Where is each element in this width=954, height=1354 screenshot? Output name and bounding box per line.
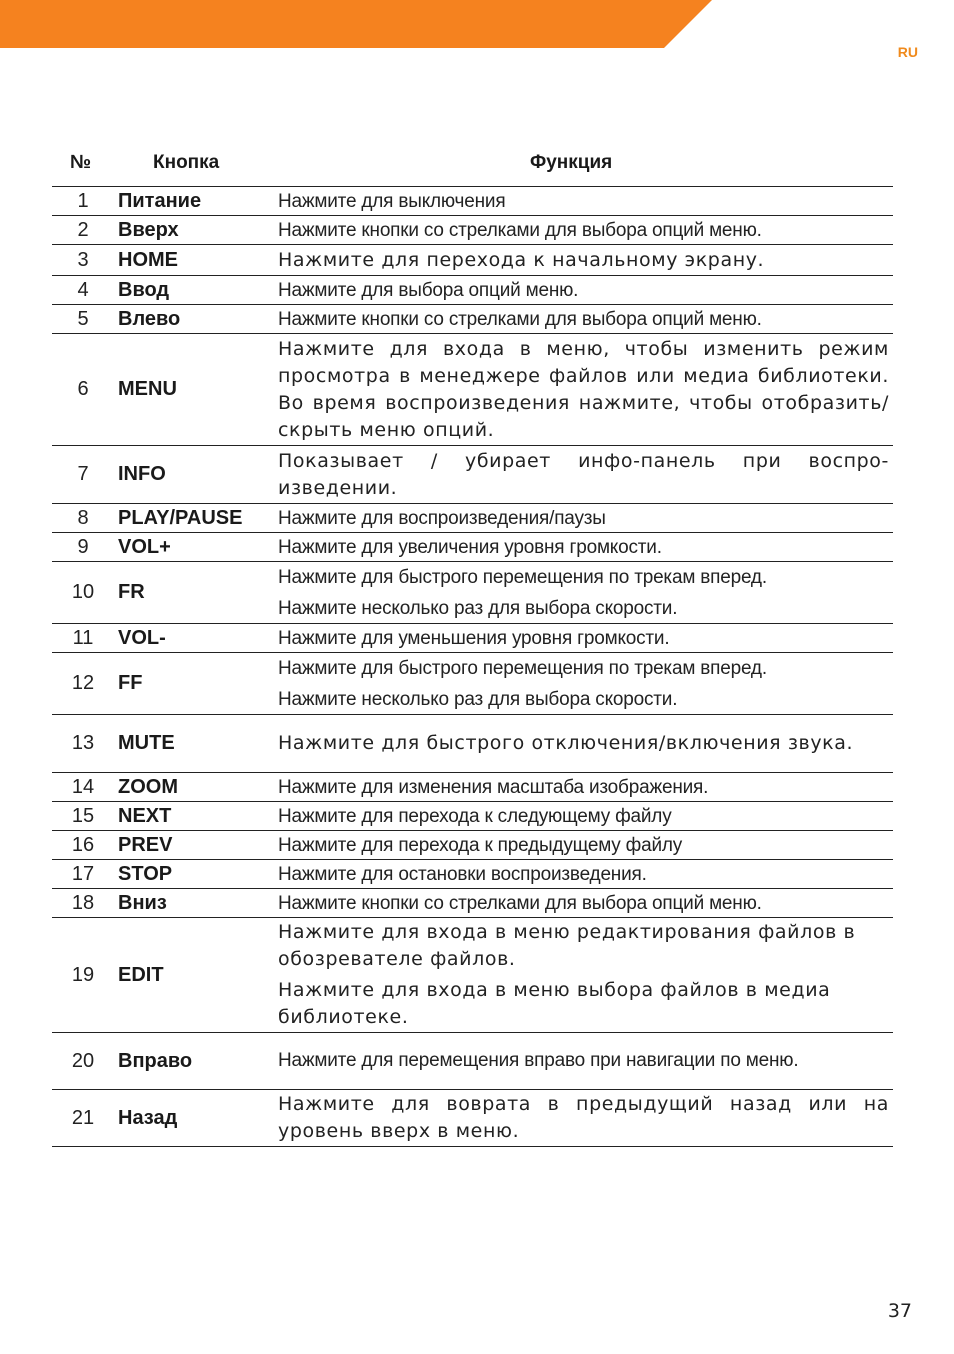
function-description <box>278 446 893 504</box>
row-number: 4 <box>77 278 89 301</box>
row-number: 18 <box>71 891 95 914</box>
button-name: MENU <box>118 378 177 400</box>
table-row <box>52 624 893 653</box>
table-row <box>52 1090 893 1147</box>
function-description <box>278 860 893 889</box>
header-button: Кнопка <box>153 152 220 173</box>
function-text: Нажмите кнопки со стрелками для выбора опций меню. <box>278 308 762 330</box>
function-description <box>278 533 893 562</box>
function-description <box>278 653 893 715</box>
table-row <box>52 1033 893 1090</box>
function-description <box>278 562 893 624</box>
table-row <box>52 245 893 276</box>
function-description <box>278 715 893 773</box>
table-body <box>52 187 893 1147</box>
header-number: № <box>70 152 92 173</box>
function-description <box>278 831 893 860</box>
button-name: STOP <box>118 862 173 885</box>
table-row <box>52 831 893 860</box>
function-text: Нажмите для входа в меню выбора файлов в медиа библиотеке. <box>278 979 831 1028</box>
header-banner-shape <box>0 0 712 48</box>
function-text: Нажмите для перемещения вправо при навигации по меню. <box>278 1050 799 1071</box>
function-description <box>278 1033 893 1090</box>
function-description <box>278 802 893 831</box>
table-row <box>52 334 893 446</box>
function-description <box>278 1090 893 1147</box>
table-row <box>52 860 893 889</box>
table-row <box>52 446 893 504</box>
row-number: 9 <box>77 535 89 558</box>
button-name: FF <box>118 672 143 694</box>
function-description <box>278 773 893 802</box>
function-text: Нажмите для выключения <box>278 190 506 212</box>
function-text: Нажмите для выбора опций меню. <box>278 279 579 301</box>
row-number: 12 <box>71 672 95 694</box>
button-name: Питание <box>118 189 202 212</box>
header-banner <box>0 0 712 48</box>
function-description <box>278 305 893 334</box>
button-name: Вверх <box>118 218 179 241</box>
table-header <box>52 150 889 186</box>
button-name: Вправо <box>118 1049 193 1072</box>
function-text: Нажмите для воврата в предыдущий назад или на уровень вверх в меню. <box>278 1093 889 1142</box>
button-name: Ввод <box>118 278 170 301</box>
row-number: 7 <box>77 463 89 485</box>
table-row <box>52 216 893 245</box>
function-description <box>278 624 893 653</box>
button-name: HOME <box>118 248 178 271</box>
button-name: PLAY/PAUSE <box>118 506 243 529</box>
row-number: 14 <box>71 775 95 798</box>
function-text: Нажмите для перехода к следующему файлу <box>278 805 672 827</box>
row-number: 3 <box>77 248 89 271</box>
row-number: 2 <box>77 218 89 241</box>
function-text: Нажмите несколько раз для выбора скорости. <box>278 688 678 710</box>
function-description <box>278 216 893 245</box>
button-name: Назад <box>118 1106 178 1129</box>
row-number: 6 <box>77 378 89 400</box>
function-text: Нажмите для быстрого перемещения по трекам вперед. <box>278 657 767 679</box>
button-name: Вниз <box>118 891 167 914</box>
header-function: Функция <box>530 152 613 173</box>
function-description <box>278 245 893 276</box>
row-number: 8 <box>77 506 89 529</box>
button-name: MUTE <box>118 732 175 754</box>
function-text: Нажмите для воспроизведения/паузы <box>278 507 606 529</box>
function-text: Нажмите кнопки со стрелками для выбора опций меню. <box>278 892 762 914</box>
language-label: RU <box>897 44 918 60</box>
table-row <box>52 773 893 802</box>
function-description <box>278 918 893 1033</box>
button-name: EDIT <box>118 963 164 986</box>
function-description <box>278 187 893 216</box>
button-name: PREV <box>118 833 173 856</box>
row-number: 17 <box>71 862 95 885</box>
button-name: Влево <box>118 307 181 330</box>
function-text: Нажмите для остановки воспроизведения. <box>278 863 647 885</box>
table-row <box>52 305 893 334</box>
button-name: INFO <box>118 463 166 485</box>
function-text: Нажмите для перехода к начальному экрану. <box>278 248 765 271</box>
function-text: Нажмите для уменьшения уровня громкости. <box>278 627 670 649</box>
function-text: Нажмите кнопки со стрелками для выбора опций меню. <box>278 219 762 241</box>
function-text: Показывает / убирает инфо-панель при воспро-изведении. <box>278 449 889 499</box>
function-text: Нажмите для быстрого отключения/включения звука. <box>278 732 854 754</box>
button-function-table <box>52 186 893 1147</box>
row-number: 13 <box>71 732 95 754</box>
row-number: 21 <box>71 1106 95 1129</box>
row-number: 1 <box>77 189 89 212</box>
table-row <box>52 802 893 831</box>
row-number: 5 <box>77 307 89 330</box>
table-row <box>52 918 893 1033</box>
table-row <box>52 889 893 918</box>
function-text: Нажмите для входа в меню редактирования файлов в обозревателе файлов. <box>278 921 856 970</box>
table-row <box>52 533 893 562</box>
table-row <box>52 276 893 305</box>
function-description <box>278 276 893 305</box>
function-text: Нажмите для перехода к предыдущему файлу <box>278 834 683 856</box>
function-description <box>278 334 893 446</box>
row-number: 20 <box>71 1049 95 1072</box>
button-name: FR <box>118 581 145 603</box>
row-number: 16 <box>71 833 95 856</box>
function-description <box>278 889 893 918</box>
row-number: 15 <box>71 804 95 827</box>
button-name: NEXT <box>118 804 172 827</box>
button-name: VOL+ <box>118 535 171 558</box>
function-text: Нажмите для входа в меню, чтобы изменить режим просмотра в менеджере файлов или медиа библиотеки. Во время воспроизведения нажмите, чтобы отобразить/скрыть меню опций. <box>278 337 889 441</box>
button-name: VOL- <box>118 626 166 649</box>
table-row <box>52 504 893 533</box>
row-number: 19 <box>71 963 95 986</box>
function-text: Нажмите для изменения масштаба изображения. <box>278 776 709 798</box>
table-row <box>52 715 893 773</box>
table-row <box>52 562 893 624</box>
function-text: Нажмите для быстрого перемещения по трекам вперед. <box>278 566 767 588</box>
function-text: Нажмите для увеличения уровня громкости. <box>278 536 662 558</box>
row-number: 11 <box>72 626 94 649</box>
table-row <box>52 187 893 216</box>
page-number: 37 <box>887 1300 912 1322</box>
button-name: ZOOM <box>118 775 178 798</box>
row-number: 10 <box>71 581 95 603</box>
function-description <box>278 504 893 533</box>
function-text: Нажмите несколько раз для выбора скорости. <box>278 597 678 619</box>
table-row <box>52 653 893 715</box>
